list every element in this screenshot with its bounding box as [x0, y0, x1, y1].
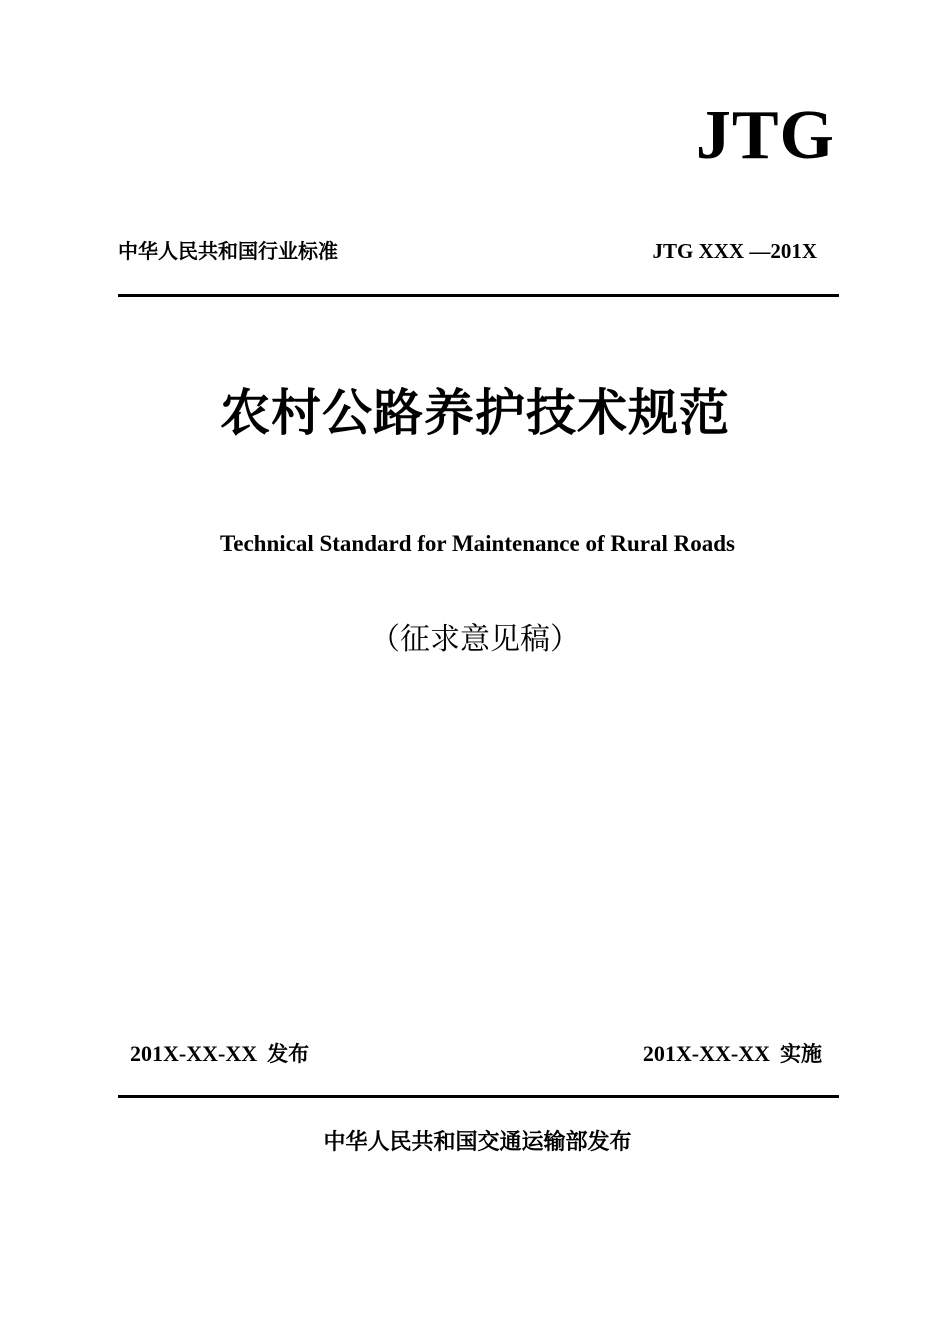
document-title-chinese: 农村公路养护技术规范	[220, 384, 730, 442]
draft-status: （征求意见稿）	[370, 622, 580, 657]
document-title-english: Technical Standard for Maintenance of Rural Roads	[220, 531, 735, 556]
standard-number: JTG XXX —201X	[652, 239, 817, 263]
top-divider	[118, 294, 839, 297]
issue-date: 201X-XX-XX	[130, 1041, 258, 1066]
standard-category: 中华人民共和国行业标准	[118, 239, 338, 263]
jtg-logo: JTG	[695, 97, 835, 174]
effective-date-line	[643, 1038, 822, 1071]
issue-date-line	[130, 1038, 309, 1071]
publisher: 中华人民共和国交通运输部发布	[323, 1130, 632, 1155]
bottom-divider	[118, 1095, 839, 1098]
issue-label: 发布	[267, 1042, 310, 1066]
effective-label: 实施	[780, 1042, 822, 1066]
effective-date: 201X-XX-XX	[642, 1041, 770, 1066]
